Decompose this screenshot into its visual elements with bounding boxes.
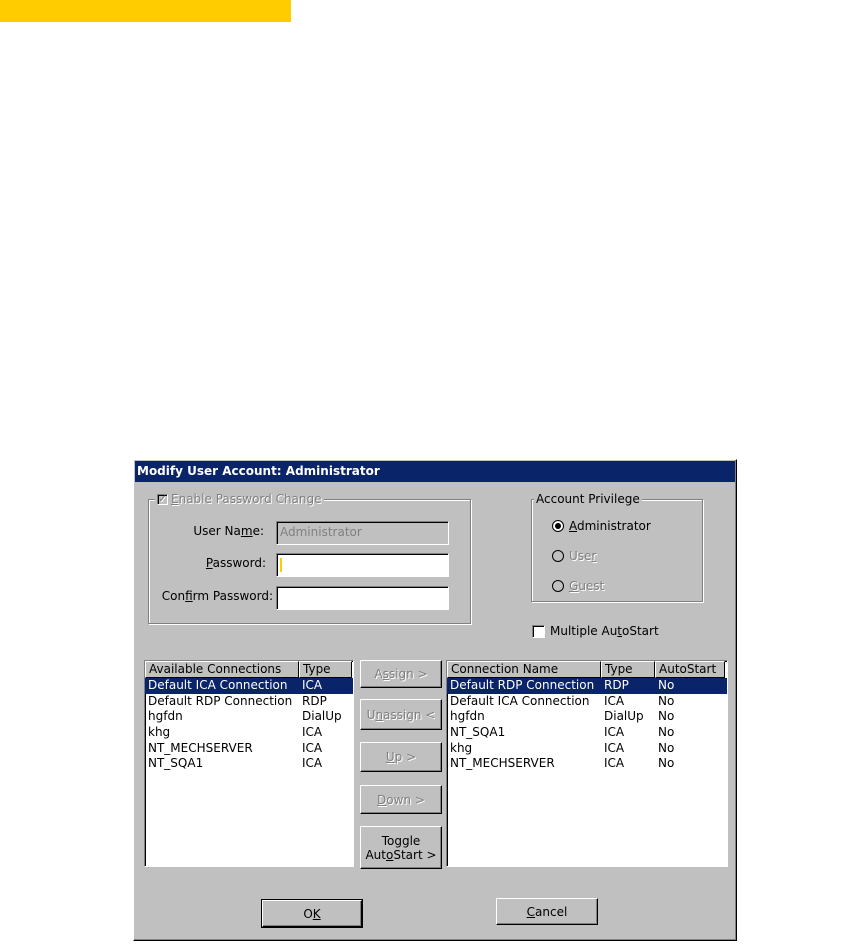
assigned-row[interactable] bbox=[447, 694, 727, 710]
assigned-cell-type: ICA bbox=[604, 740, 625, 755]
radio-administrator-label: Administrator bbox=[569, 519, 651, 533]
available-row[interactable] bbox=[145, 741, 353, 757]
column-type[interactable]: Type bbox=[299, 661, 352, 678]
toggle-autostart-button[interactable]: Toggle AutoStart > bbox=[360, 826, 442, 869]
available-cell-type: ICA bbox=[302, 678, 323, 692]
unassign-button[interactable]: U n assign < bbox=[360, 699, 442, 730]
assigned-cell-name: NT_SQA1 bbox=[450, 725, 506, 740]
assigned-row[interactable] bbox=[447, 741, 727, 757]
assigned-cell-autostart: No bbox=[658, 678, 675, 692]
assign-button[interactable]: A s sign > bbox=[360, 660, 442, 688]
column-autostart[interactable]: AutoStart bbox=[655, 661, 725, 678]
account-privilege-legend: Account Privilege bbox=[536, 492, 640, 506]
column-assigned-type[interactable]: Type bbox=[601, 661, 655, 678]
assigned-cell-type: ICA bbox=[604, 725, 625, 740]
radio-guest-button[interactable] bbox=[552, 580, 564, 592]
assigned-row[interactable] bbox=[447, 756, 727, 772]
dialog-title: Modify User Account: Administrator bbox=[135, 461, 735, 482]
password-field[interactable] bbox=[276, 553, 449, 577]
confirm-password-field[interactable] bbox=[276, 586, 449, 610]
cancel-button[interactable]: C ancel bbox=[496, 898, 598, 925]
available-cell-name: Default RDP Connection bbox=[148, 693, 293, 708]
radio-administrator[interactable] bbox=[552, 519, 651, 533]
column-connection-name[interactable]: Connection Name bbox=[447, 661, 601, 678]
radio-user-button[interactable] bbox=[552, 550, 564, 562]
column-available-connections[interactable]: Available Connections bbox=[145, 661, 299, 678]
enable-password-change-label: Enable Password Change bbox=[171, 492, 322, 506]
available-row[interactable] bbox=[145, 756, 353, 772]
multiple-autostart[interactable] bbox=[532, 624, 659, 638]
available-cell-type: ICA bbox=[302, 725, 323, 740]
up-button[interactable]: U p > bbox=[360, 742, 442, 772]
text-caret bbox=[280, 558, 282, 572]
assigned-cell-name: Default RDP Connection bbox=[450, 678, 595, 692]
assigned-row[interactable] bbox=[447, 678, 727, 694]
available-row[interactable] bbox=[145, 725, 353, 741]
user-name-field: Administrator bbox=[276, 521, 449, 545]
assigned-cell-autostart: No bbox=[658, 740, 675, 755]
available-cell-name: Default ICA Connection bbox=[148, 678, 288, 692]
assigned-cell-autostart: No bbox=[658, 709, 675, 724]
assigned-cell-type: DialUp bbox=[604, 709, 644, 724]
radio-guest[interactable] bbox=[552, 579, 604, 593]
enable-password-change-checkbox[interactable]: ✓ bbox=[158, 493, 167, 505]
assigned-cell-name: khg bbox=[450, 740, 473, 755]
multiple-autostart-checkbox[interactable] bbox=[532, 625, 545, 638]
assigned-cell-type: ICA bbox=[604, 693, 625, 708]
available-cell-type: RDP bbox=[302, 693, 327, 708]
assigned-cell-type: ICA bbox=[604, 756, 625, 771]
assigned-cell-autostart: No bbox=[658, 693, 675, 708]
modify-user-account-dialog bbox=[133, 459, 737, 941]
password-label: Password: bbox=[205, 556, 266, 570]
available-cell-name: NT_MECHSERVER bbox=[148, 740, 253, 755]
assigned-list-header bbox=[447, 661, 727, 678]
available-cell-name: hgfdn bbox=[148, 709, 183, 724]
available-cell-type: ICA bbox=[302, 756, 323, 771]
radio-user[interactable] bbox=[552, 549, 596, 563]
confirm-password-label: Confirm Password: bbox=[161, 589, 273, 603]
enable-password-change[interactable] bbox=[155, 492, 324, 506]
down-button[interactable]: D own > bbox=[360, 785, 442, 814]
assigned-cell-autostart: No bbox=[658, 725, 675, 740]
available-cell-name: NT_SQA1 bbox=[148, 756, 204, 771]
radio-user-label: User bbox=[569, 549, 597, 563]
assigned-cell-type: RDP bbox=[604, 678, 629, 692]
user-name-label: User Name: bbox=[193, 524, 264, 538]
available-row[interactable] bbox=[145, 694, 353, 710]
available-connections-list[interactable] bbox=[144, 660, 354, 867]
available-cell-name: khg bbox=[148, 725, 171, 740]
password-group bbox=[148, 492, 471, 624]
assigned-cell-autostart: No bbox=[658, 756, 675, 771]
assigned-cell-name: hgfdn bbox=[450, 709, 485, 724]
available-list-header bbox=[145, 661, 353, 678]
ok-button[interactable]: O K bbox=[262, 900, 362, 927]
assigned-connections-list[interactable] bbox=[446, 660, 728, 867]
available-cell-type: ICA bbox=[302, 740, 323, 755]
top-accent-bar bbox=[0, 0, 291, 22]
available-cell-type: DialUp bbox=[302, 709, 342, 724]
available-row[interactable] bbox=[145, 709, 353, 725]
available-row[interactable] bbox=[145, 678, 353, 694]
radio-guest-label: Guest bbox=[569, 579, 605, 593]
account-privilege-group bbox=[531, 492, 703, 602]
assigned-cell-name: Default ICA Connection bbox=[450, 693, 590, 708]
radio-administrator-button[interactable] bbox=[552, 520, 564, 532]
assigned-cell-name: NT_MECHSERVER bbox=[450, 756, 555, 771]
assigned-row[interactable] bbox=[447, 709, 727, 725]
assigned-row[interactable] bbox=[447, 725, 727, 741]
multiple-autostart-label: Multiple AutoStart bbox=[550, 624, 659, 638]
